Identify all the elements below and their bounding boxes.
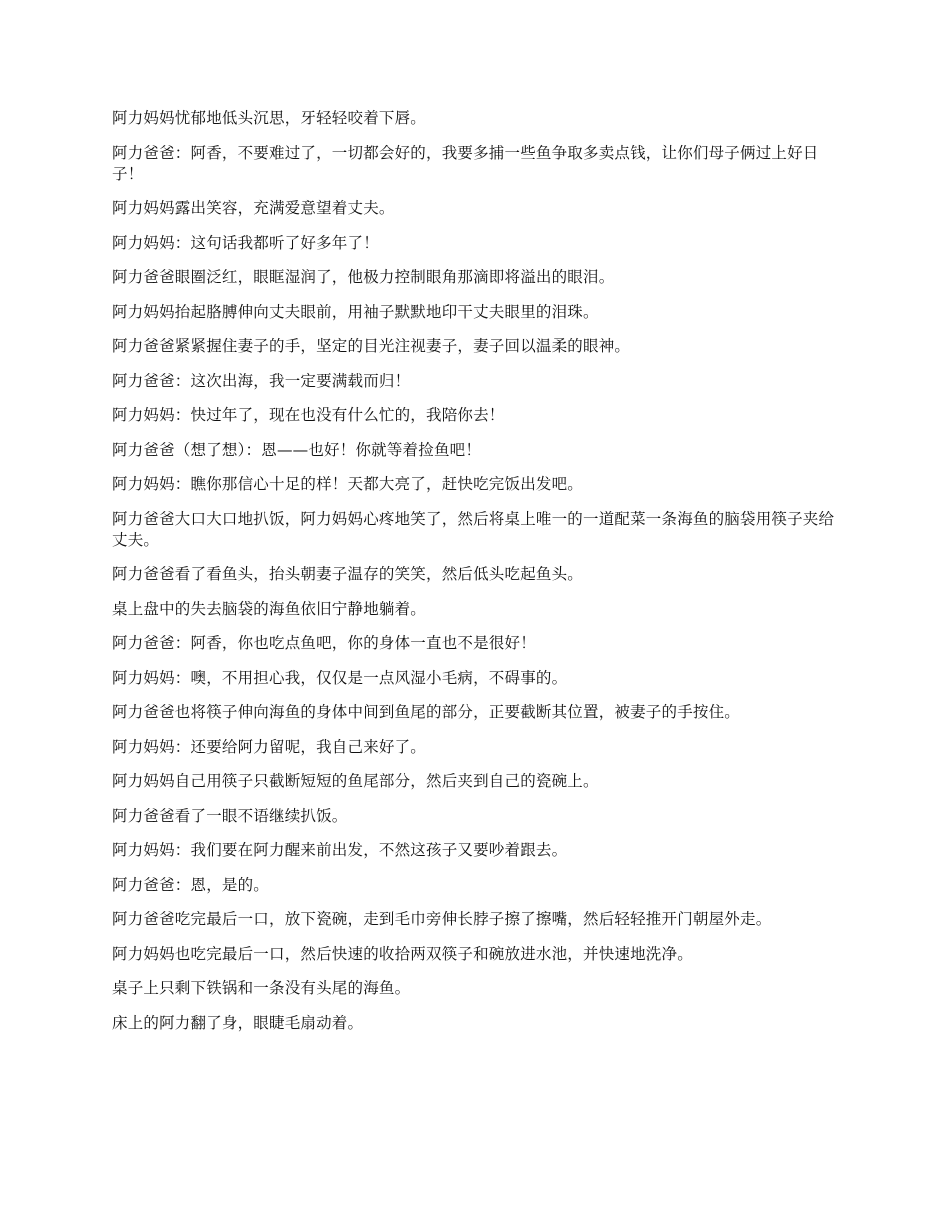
paragraph: 阿力妈妈忧郁地低头沉思，牙轻轻咬着下唇。	[112, 109, 427, 127]
paragraph: 阿力爸爸大口大口地扒饭，阿力妈妈心疼地笑了，然后将桌上唯一的一道配菜一条海鱼的脑袋用筷子夹给丈夫。	[112, 509, 835, 549]
paragraph: 阿力爸爸：阿香，不要难过了，一切都会好的，我要多捕一些鱼争取多卖点钱，让你们母子俩过上好日子！	[112, 143, 819, 183]
paragraph: 阿力妈妈抬起胳膊伸向丈夫眼前，用袖子默默地印干丈夫眼里的泪珠。	[112, 302, 599, 321]
paragraph: 阿力妈妈：快过年了，现在也没有什么忙的，我陪你去！	[112, 406, 505, 424]
paragraph: 阿力爸爸也将筷子伸向海鱼的身体中间到鱼尾的部分，正要截断其位置，被妻子的手按住。	[112, 703, 741, 721]
paragraph: 桌上盘中的失去脑袋的海鱼依旧宁静地躺着。	[112, 599, 427, 618]
paragraph: 阿力爸爸看了看鱼头，抬头朝妻子温存的笑笑，然后低头吃起鱼头。	[112, 565, 584, 583]
paragraph: 阿力妈妈：噢，不用担心我，仅仅是一点风湿小毛病，不碍事的。	[112, 668, 568, 687]
paragraph: 阿力妈妈：还要给阿力留呢，我自己来好了。	[112, 737, 427, 756]
paragraph: 阿力爸爸：这次出海，我一定要满载而归！	[112, 371, 411, 390]
paragraph: 阿力妈妈也吃完最后一口，然后快速的收拾两双筷子和碗放进水池，并快速地洗净。	[112, 944, 693, 963]
paragraph: 阿力爸爸（想了想）：恩——也好！你就等着捡鱼吧！	[112, 440, 482, 459]
paragraph: 阿力妈妈：瞧你那信心十足的样！天都大亮了，赶快吃完饭出发吧。	[112, 475, 584, 493]
paragraph: 阿力爸爸眼圈泛红，眼眶湿润了，他极力控制眼角那滴即将溢出的眼泪。	[112, 268, 615, 286]
paragraph: 阿力妈妈：我们要在阿力醒来前出发，不然这孩子又要吵着跟去。	[112, 841, 568, 859]
paragraph: 阿力爸爸紧紧握住妻子的手，坚定的目光注视妻子，妻子回以温柔的眼神。	[112, 337, 631, 355]
paragraph: 阿力爸爸看了一眼不语继续扒饭。	[112, 806, 348, 825]
paragraph: 阿力妈妈自己用筷子只截断短短的鱼尾部分，然后夹到自己的瓷碗上。	[112, 772, 599, 790]
paragraph: 桌子上只剩下铁锅和一条没有头尾的海鱼。	[112, 979, 411, 997]
paragraph: 阿力爸爸吃完最后一口，放下瓷碗，走到毛巾旁伸长脖子擦了擦嘴，然后轻轻推开门朝屋外走。	[112, 910, 772, 928]
paragraph: 阿力爸爸：阿香，你也吃点鱼吧，你的身体一直也不是很好！	[112, 634, 536, 652]
paragraph: 阿力妈妈露出笑容，充满爱意望着丈夫。	[112, 199, 395, 217]
paragraph: 阿力妈妈：这句话我都听了好多年了！	[112, 233, 379, 252]
paragraph: 阿力爸爸：恩，是的。	[112, 875, 270, 894]
document-page	[112, 108, 840, 1047]
paragraph: 床上的阿力翻了身，眼睫毛扇动着。	[112, 1013, 364, 1032]
